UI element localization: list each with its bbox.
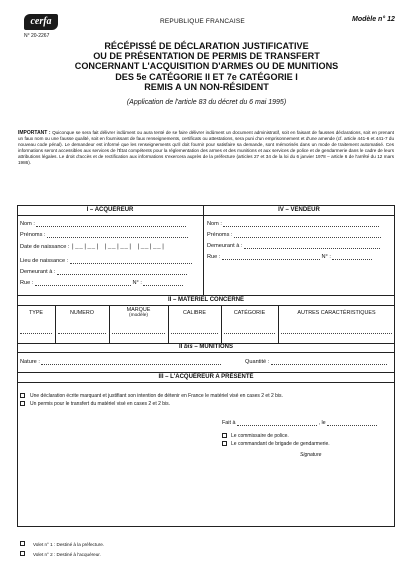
buyer-firstname-field[interactable] — [20, 232, 188, 238]
seller-number-label: N° : — [321, 254, 331, 260]
buyer-name-label: Nom : — [20, 221, 35, 227]
permit-option: Un permis pour le transfert du matériel visé en cases 2 et 2 bis. — [30, 401, 171, 407]
buyer-number-line[interactable] — [143, 280, 183, 286]
categorie-entry[interactable] — [224, 333, 275, 334]
autres-entry[interactable] — [281, 333, 392, 334]
buyer-residence-field[interactable] — [20, 269, 187, 275]
buyer-street-line[interactable] — [35, 280, 131, 286]
place-line[interactable] — [237, 420, 317, 426]
commissaire-option: Le commissaire de police. — [231, 433, 289, 439]
buyer-residence-label: Demeurant à : — [20, 269, 56, 275]
seller-heading: IV – VENDEUR — [278, 207, 320, 213]
munitions-heading-pre: II — [178, 344, 184, 350]
col-numero: NUMERO — [70, 310, 94, 316]
seller-name-label: Nom : — [207, 221, 222, 227]
volet1-checkbox[interactable] — [20, 541, 25, 546]
seller-name-field[interactable] — [207, 221, 379, 227]
fait-a-label: Fait à — [222, 420, 236, 426]
document-subtitle: (Application de l'article 83 du décret du 6 mai 1995) — [126, 99, 287, 106]
seller-street-line[interactable] — [222, 254, 320, 260]
quantite-field[interactable] — [245, 359, 387, 365]
munitions-heading-bis: bis — [184, 344, 193, 350]
divider — [17, 382, 395, 383]
form-number: N° 20-2267 — [24, 33, 50, 39]
important-label: IMPORTANT : — [18, 130, 51, 136]
buyer-name-line[interactable] — [36, 221, 186, 227]
type-entry[interactable] — [20, 333, 52, 334]
material-heading: II – MATERIEL CONCERNÉ — [167, 297, 245, 303]
title-line: DES 5e CATÉGORIE II ET 7e CATÉGORIE I — [115, 71, 298, 82]
volet2-checkbox[interactable] — [20, 551, 25, 556]
buyer-firstname-line[interactable] — [47, 232, 188, 238]
presented-heading: III – L'ACQUÉREUR A PRÉSENTÉ — [158, 374, 254, 380]
buyer-heading: I – ACQUÉREUR — [86, 207, 134, 213]
seller-firstname-field[interactable] — [207, 232, 381, 238]
commissaire-checkbox[interactable] — [222, 433, 227, 438]
seller-name-line[interactable] — [223, 221, 379, 227]
volet2-text: Volet n° 2 : Destiné à l'acquéreur. — [33, 552, 101, 557]
title-line: REMIS A UN NON-RÉSIDENT — [144, 81, 269, 92]
col-marque — [109, 307, 168, 319]
divider — [17, 372, 395, 373]
signature-label: Signature — [300, 452, 322, 458]
buyer-birthdate-label: Date de naissance : — [20, 244, 70, 250]
col-marque-label: MARQUE — [126, 307, 151, 313]
birthdate-boxes[interactable]: |__|__| |__|__| |__|__| — [71, 243, 166, 250]
col-marque-sub: (modèle) — [129, 313, 148, 318]
buyer-birthplace-line[interactable] — [70, 258, 192, 264]
model-number: Modèle n° 12 — [352, 16, 395, 23]
seller-residence-line[interactable] — [244, 243, 380, 249]
seller-residence-field[interactable] — [207, 243, 380, 249]
quantite-label: Quantité : — [245, 359, 270, 365]
munitions-heading — [17, 344, 395, 350]
col-categorie: CATÉGORIE — [233, 310, 266, 316]
buyer-number-label: N° : — [132, 280, 142, 286]
buyer-name-field[interactable] — [20, 221, 186, 227]
nature-line[interactable] — [41, 359, 221, 365]
seller-number-line[interactable] — [332, 254, 372, 260]
buyer-birthdate-field[interactable] — [20, 243, 165, 250]
seller-street-label: Rue : — [207, 254, 221, 260]
gendarmerie-option: Le commandant de brigade de gendarmerie. — [231, 441, 330, 447]
buyer-birthplace-field[interactable] — [20, 258, 192, 264]
declaration-checkbox[interactable] — [20, 393, 25, 398]
cerfa-logo: cerfa — [24, 14, 58, 30]
col-type: TYPE — [28, 310, 44, 316]
calibre-entry[interactable] — [171, 333, 218, 334]
divider — [17, 295, 395, 296]
title-line: OU DE PRÉSENTATION DE PERMIS DE TRANSFERT — [93, 51, 320, 62]
seller-firstname-line[interactable] — [234, 232, 381, 238]
divider — [17, 305, 395, 306]
divider — [17, 352, 395, 353]
important-text: Quiconque se sera fait délivrer indûment ou aura tenté de se faire délivrer indûment un document administratif, soit en faisant de fausses déclarations, soit en prenant un faux nom ou une fausse qualité, soit en fournissant de faux renseignements, certificats ou attestations, sera puni d'un emprisonnement et d'une amende (cf. article 441-6 et 441-7 du nouveau code pénal). Le demandeur est informé que les renseignements qu'il doit fournir pour satisfaire sa demande, sont mémorisés dans un mode de traitement automatisé. Ces informations seront accessibles aux services de l'État compétents pour la réglementation des armes et des munitions et aux services de police et de gendarmerie dans le cadre de leurs attributions légales. Le droit d'accès et de rectification aux informations s'exercera auprès de la préfecture (articles 27 et 34 de la loi du 6 janvier 1978 – article 6 de l'arrêté du 12 mars 1986). — [18, 130, 394, 166]
date-line[interactable] — [327, 420, 377, 426]
seller-firstname-label: Prénoms : — [207, 232, 233, 238]
divider — [17, 215, 395, 216]
column-divider — [203, 205, 204, 295]
republic-header: REPUBLIQUE FRANCAISE — [160, 18, 245, 25]
place-date-field[interactable] — [222, 420, 377, 426]
munitions-heading-post: – MUNITIONS — [192, 344, 234, 350]
buyer-birthplace-label: Lieu de naissance : — [20, 258, 69, 264]
document-title — [40, 41, 373, 92]
permit-checkbox[interactable] — [20, 401, 25, 406]
buyer-street-label: Rue : — [20, 280, 34, 286]
marque-entry[interactable] — [112, 333, 165, 334]
gendarmerie-checkbox[interactable] — [222, 441, 227, 446]
volet1-text: Volet n° 1 : Destiné à la préfecture. — [33, 542, 105, 547]
seller-residence-label: Demeurant à : — [207, 243, 243, 249]
title-line: RÉCÉPISSÉ DE DÉCLARATION JUSTIFICATIVE — [104, 41, 309, 51]
nature-label: Nature : — [20, 359, 40, 365]
buyer-residence-line[interactable] — [57, 269, 187, 275]
declaration-option: Une déclaration écrite marquant et justifiant son intention de détenir en France le matériel visé en cases 2 et 2 bis. — [30, 393, 283, 399]
le-label: , le — [318, 420, 326, 426]
quantite-line[interactable] — [271, 359, 387, 365]
important-notice — [18, 130, 394, 167]
buyer-street-field[interactable] — [20, 280, 183, 286]
seller-street-field[interactable] — [207, 254, 372, 260]
title-line: CONCERNANT L'ACQUISITION D'ARMES OU DE MUNITIONS — [74, 61, 339, 72]
nature-field[interactable] — [20, 359, 221, 365]
buyer-firstname-label: Prénoms : — [20, 232, 46, 238]
col-calibre: CALIBRE — [182, 310, 207, 316]
numero-entry[interactable] — [58, 333, 106, 334]
col-autres: AUTRES CARACTÉRISTIQUES — [297, 310, 376, 316]
